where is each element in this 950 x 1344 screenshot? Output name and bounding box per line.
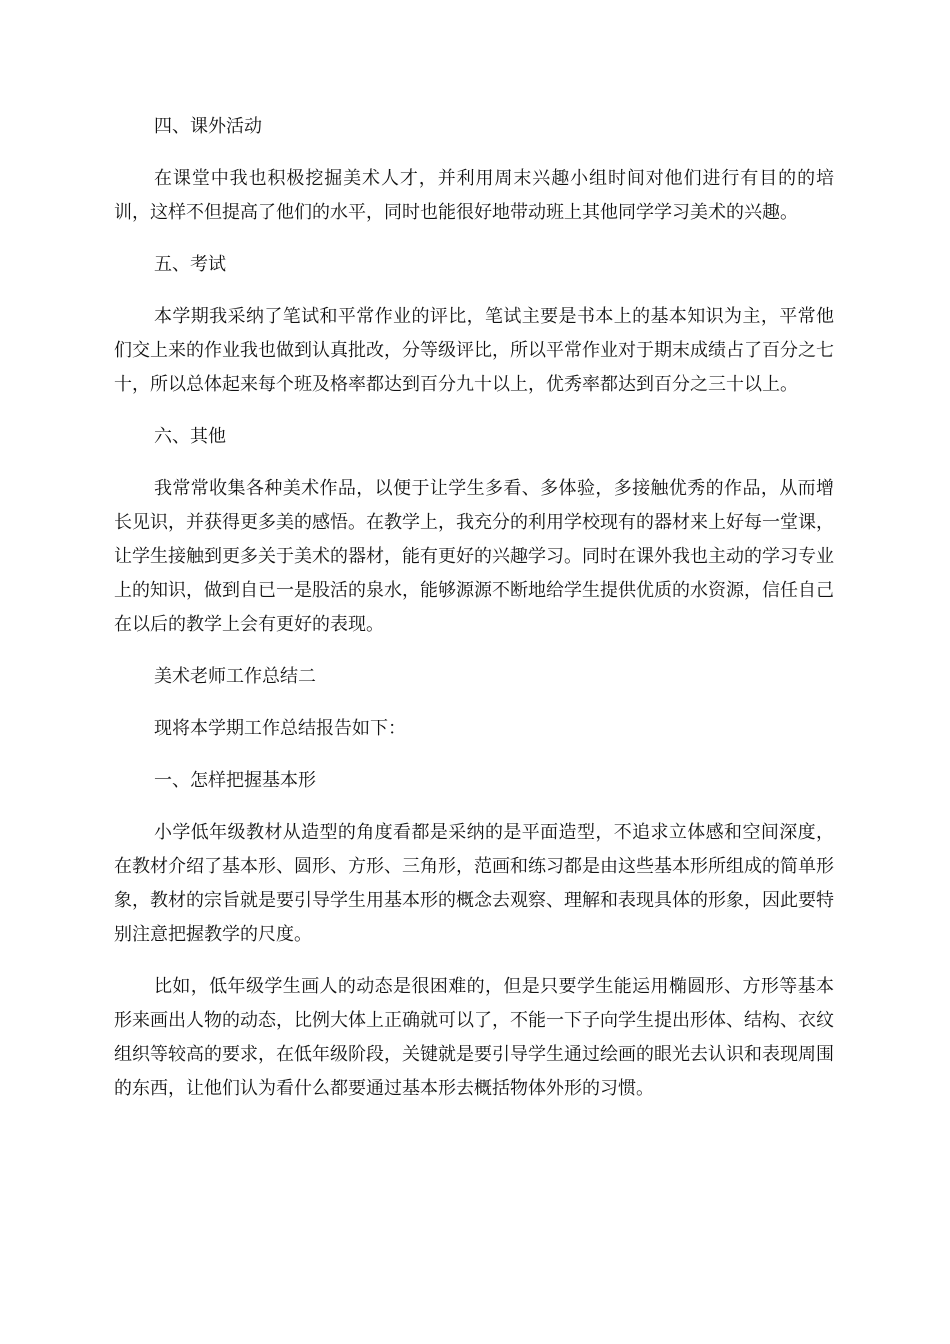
paragraph-other: 我常常收集各种美术作品，以便于让学生多看、多体验，多接触优秀的作品，从而增长见识，并获得更多美的感悟。在教学上，我充分的利用学校现有的器材来上好每一堂课，让学生接触到更多关于美术的器材，能有更好的兴趣学习。同时在课外我也主动的学习专业上的知识，做到自已一是股活的泉水，能够源源不断地给学生提供优质的水资源，信任自己在以后的教学上会有更好的表现。 [114,478,834,635]
paragraph-basic-shape-1: 小学低年级教材从造型的角度看都是采纳的是平面造型，不追求立体感和空间深度，在教材介绍了基本形、圆形、方形、三角形，范画和练习都是由这些基本形所组成的简单形象，教材的宗旨就是要引导学生用基本形的概念去观察、理解和表现具体的形象，因此要特别注意把握教学的尺度。 [114,822,834,945]
document-subtitle: 美术老师工作总结二 [154,666,316,687]
paragraph-exam: 本学期我采纳了笔试和平常作业的评比，笔试主要是书本上的基本知识为主，平常他们交上来的作业我也做到认真批改，分等级评比，所以平常作业对于期末成绩占了百分之七十，所以总体起来每个班及格率都达到百分九十以上，优秀率都达到百分之三十以上。 [114,306,834,395]
intro-line: 现将本学期工作总结报告如下： [154,718,406,739]
paragraph-basic-shape-2: 比如，低年级学生画人的动态是很困难的，但是只要学生能运用椭圆形、方形等基本形来画出人物的动态，比例大体上正确就可以了，不能一下子向学生提出形体、结构、衣纹组织等较高的要求，在低年级阶段，关键就是要引导学生通过绘画的眼光去认识和表现周围的东西，让他们认为看什么都要通过基本形去概括物体外形的习惯。 [114,976,834,1099]
section-heading-exam: 五、考试 [154,254,226,275]
paragraph-extracurricular: 在课堂中我也积极挖掘美术人才，并利用周末兴趣小组时间对他们进行有目的的培训，这样不但提高了他们的水平，同时也能很好地带动班上其他同学学习美术的兴趣。 [114,168,834,223]
section-heading-basic-shape: 一、怎样把握基本形 [154,770,316,791]
section-heading-other: 六、其他 [154,426,226,447]
section-heading-extracurricular: 四、课外活动 [154,116,262,137]
document-body [114,110,834,1124]
